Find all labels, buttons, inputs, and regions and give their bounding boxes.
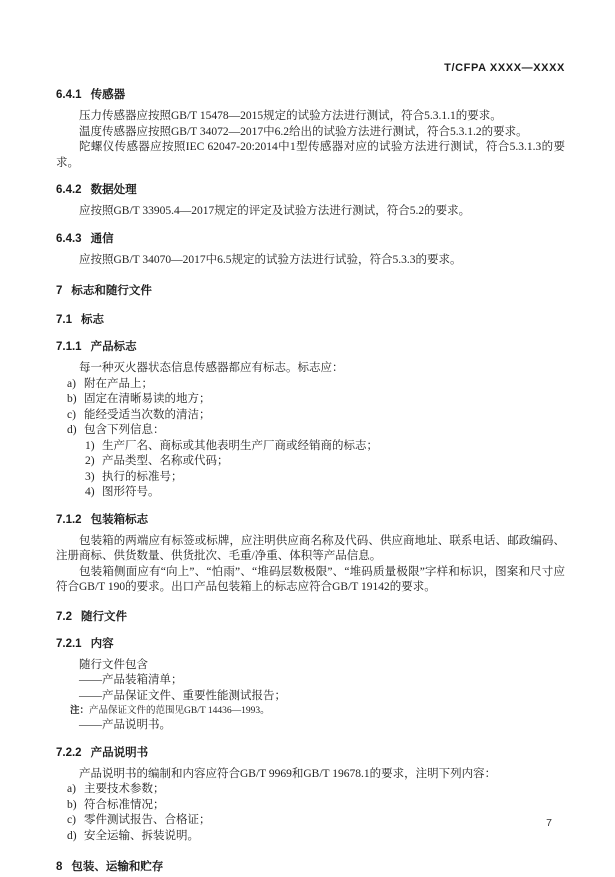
- dash-list-item: ——产品说明书。: [79, 719, 171, 731]
- section-number: 7.1.1: [56, 341, 82, 353]
- list-text: 零件测试报告、合格证；: [84, 814, 211, 826]
- dash-list-item: ——产品装箱清单；: [79, 674, 183, 686]
- section-number: 6.4.2: [56, 184, 82, 196]
- section-number: 6.4.3: [56, 232, 82, 245]
- paragraph: 包装箱的两端应有标签或标牌，应注明供应商名称及代码、供应商地址、联系电话、邮政编码、注册商标、供货数量、供货批次、毛重/净重、体积等产品信息。: [56, 534, 565, 562]
- section-number: 7.1.2: [56, 513, 82, 526]
- section-title: 包装箱标志: [90, 513, 149, 526]
- paragraph: 包装箱侧面应有“向上”、“怕雨”、“堆码层数极限”、“堆码质量极限”字样和标识，图案和尺寸应符合GB/T 190的要求。出口产品包装箱上的标志应符合GB/T 19142的要求。: [56, 565, 565, 593]
- section-number: 7.2.1: [56, 637, 82, 650]
- section-number: 7.1: [56, 314, 72, 326]
- list-item-b: [56, 392, 565, 408]
- note-label: 注：: [70, 705, 90, 716]
- list-marker: 4): [85, 486, 95, 498]
- list-marker: c): [67, 814, 76, 826]
- sublist-item-3: [56, 470, 565, 486]
- section-number: 7.2.2: [56, 746, 82, 759]
- section-heading-6-4-1: [56, 88, 565, 103]
- list-marker: 3): [85, 470, 95, 483]
- section-number: 7: [56, 285, 63, 297]
- section-number: 7.2: [56, 610, 72, 623]
- list-text: 能经受适当次数的清洁；: [84, 408, 211, 421]
- dash-list-item: ——产品保证文件、重要性能测试报告；: [79, 689, 286, 702]
- list-item-a: [56, 782, 565, 798]
- list-text: 图形符号。: [102, 486, 160, 498]
- section-number: 6.4.1: [56, 89, 82, 101]
- page-number: 7: [546, 817, 552, 829]
- list-text: 产品类型、名称或代码；: [102, 455, 229, 467]
- list-marker: 1): [85, 439, 95, 452]
- list-marker: a): [67, 377, 76, 390]
- list-marker: b): [67, 393, 77, 405]
- list-marker: b): [67, 798, 77, 811]
- section-number: 8: [56, 861, 63, 873]
- list-item-c: [56, 813, 565, 829]
- list-text: 符合标准情况；: [84, 798, 165, 811]
- section-title: 标志和随行文件: [71, 285, 152, 297]
- list-text: 生产厂名、商标或其他表明生产厂商或经销商的标志；: [102, 439, 378, 452]
- section-heading-6-4-3: [56, 232, 565, 247]
- list-text: 包含下列信息：: [84, 424, 165, 436]
- section-title: 内容: [90, 637, 114, 650]
- section-heading-7-1-2: [56, 513, 565, 528]
- list-marker: d): [67, 424, 77, 436]
- section-heading-7-1: [56, 313, 565, 328]
- section-title: 产品标志: [90, 341, 137, 353]
- paragraph: 应按照GB/T 34070—2017中6.5规定的试验方法进行试验，符合5.3.3的要求。: [79, 253, 462, 266]
- sublist-item-4: [56, 485, 565, 501]
- list-item-d: [56, 423, 565, 439]
- list-text: 附在产品上；: [84, 377, 153, 390]
- section-heading-7-2-1: [56, 637, 565, 652]
- sublist-item-2: [56, 454, 565, 470]
- section-title: 标志: [81, 314, 104, 326]
- section-title: 数据处理: [90, 184, 137, 196]
- section-title: 传感器: [90, 89, 126, 101]
- paragraph: 每一种灭火器状态信息传感器都应有标志。标志应：: [79, 362, 344, 374]
- section-heading-7-2: [56, 610, 565, 625]
- list-text: 主要技术参数；: [84, 783, 165, 795]
- document-body: [56, 88, 565, 877]
- note: [70, 704, 565, 718]
- paragraph: 陀螺仪传感器应按照IEC 62047-20:2014中1型传感器对应的试验方法进行测试，符合5.3.1.3的要求。: [56, 141, 565, 169]
- list-text: 安全运输、拆装说明。: [84, 829, 199, 842]
- paragraph: 随行文件包含: [79, 658, 148, 671]
- doc-code: T/CFPA XXXX—XXXX: [444, 62, 565, 74]
- section-title: 包装、运输和贮存: [71, 861, 164, 873]
- paragraph: 温度传感器应按照GB/T 34072—2017中6.2给出的试验方法进行测试，符合5.3.1.2的要求。: [79, 125, 528, 138]
- section-title: 产品说明书: [90, 746, 149, 759]
- list-item-b: [56, 798, 565, 814]
- list-item-c: [56, 408, 565, 424]
- section-title: 通信: [90, 232, 114, 245]
- paragraph: 压力传感器应按照GB/T 15478—2015规定的试验方法进行测试，符合5.3.1.1的要求。: [79, 110, 502, 122]
- list-marker: c): [67, 408, 76, 421]
- list-text: 固定在清晰易读的地方；: [84, 393, 211, 405]
- section-heading-7-1-1: [56, 340, 565, 355]
- list-marker: 2): [85, 455, 95, 467]
- section-title: 随行文件: [81, 610, 127, 623]
- list-item-d: [56, 829, 565, 845]
- section-heading-6-4-2: [56, 183, 565, 198]
- paragraph: 应按照GB/T 33905.4—2017规定的评定及试验方法进行测试，符合5.2的要求。: [79, 205, 471, 217]
- note-text: 产品保证文件的范围见GB/T 14436—1993。: [89, 706, 270, 716]
- list-marker: a): [67, 783, 76, 795]
- section-heading-8: [56, 860, 565, 875]
- list-item-a: [56, 377, 565, 393]
- section-heading-7: [56, 284, 565, 299]
- list-text: 执行的标准号；: [102, 470, 183, 483]
- paragraph: 产品说明书的编制和内容应符合GB/T 9969和GB/T 19678.1的要求，注明下列内容：: [79, 767, 497, 780]
- list-marker: d): [67, 829, 77, 842]
- sublist-item-1: [56, 439, 565, 455]
- section-heading-7-2-2: [56, 746, 565, 761]
